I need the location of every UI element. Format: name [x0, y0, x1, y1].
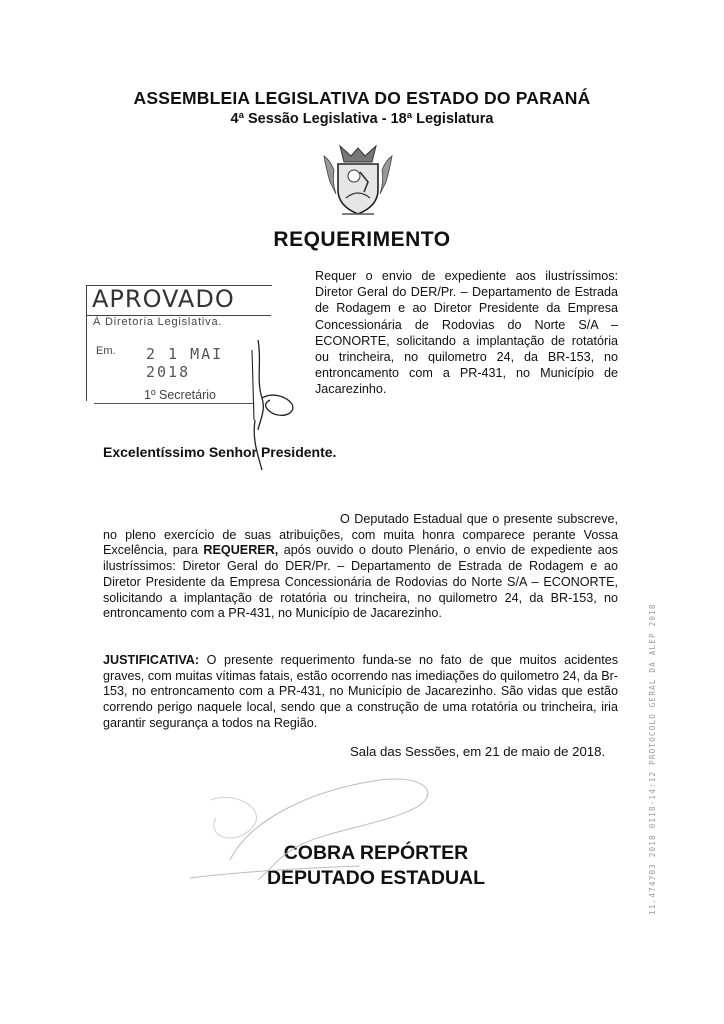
request-paragraph [103, 512, 618, 622]
approval-stamp [86, 285, 274, 405]
request-text-intro: O Deputado Estadual que o presente subscreve, no pleno exercício de suas atribuições, com muita honra comparece perante Vossa Excelência, para [103, 512, 618, 558]
justification-text: O presente requerimento funda-se no fato de que muitos acidentes graves, com muitas vítimas fatais, estão ocorrendo nas imediações do quilometro 24, da Br-153, no entroncamento com a PR-431, no Município de Jacarezinho. São vidas que estão correndo perigo naquele local, sendo que a construção de uma rotatória ou trincheira, iria garantir segurança a todos na Região. [103, 653, 618, 730]
justification-paragraph [103, 653, 618, 732]
stamp-secretary: 1º Secretário [144, 388, 216, 402]
stamp-signature-line [94, 403, 254, 404]
request-keyword: REQUERER, [203, 543, 279, 558]
request-summary: Requer o envio de expediente aos ilustríssimos: Diretor Geral do DER/Pr. – Departamento de Estrada de Rodagem e ao Diretor Presidente da Empresa Concessionária de Rodovias do Norte S/A – ECONORTE, solicitando a implantação de rotatória ou trincheira, no quilometro 24, da BR-153, no entroncamento com a PR-431, no Município de Jacarezinho. [315, 269, 618, 397]
document-type-heading: REQUERIMENTO [273, 228, 451, 251]
signer-name: COBRA REPÓRTER [283, 842, 469, 864]
protocol-stamp: 11.474703 2018 0118-14:12 PROTOCOLO GERAL DA ALEP 2018 [648, 603, 657, 915]
stamp-subtitle: À Diretoria Legislativa. [93, 316, 223, 328]
place-and-date: Sala das Sessões, em 21 de maio de 2018. [350, 744, 606, 759]
institution-title: ASSEMBLEIA LEGISLATIVA DO ESTADO DO PARANÁ [133, 88, 591, 108]
justification-label: JUSTIFICATIVA: [103, 653, 200, 667]
legislative-session: 4ª Sessão Legislativa - 18ª Legislatura [230, 111, 494, 127]
parana-coat-of-arms-icon [320, 142, 396, 218]
deputy-signature-loop [210, 797, 256, 838]
signer-role: DEPUTADO ESTADUAL [266, 867, 486, 889]
request-text-body: após ouvido o douto Plenário, o envio de expediente aos ilustríssimos: Diretor Geral do DER/Pr. – Departamento de Estrada de Rodagem e ao Diretor Presidente da Empresa Concessionária de Rodovias do Norte S/A – ECONORTE, solicitando a implantação de rotatória ou trincheira, no quilometro 24, da BR-153, no entroncamento com a PR-431, no Município de Jacarezinho. [103, 543, 618, 621]
salutation: Excelentíssimo Senhor Presidente. [103, 444, 337, 460]
stamp-date: 2 1 MAI 2018 [146, 345, 224, 381]
stamp-em-label: Em. [96, 345, 116, 357]
stamp-title: APROVADO [92, 285, 235, 313]
